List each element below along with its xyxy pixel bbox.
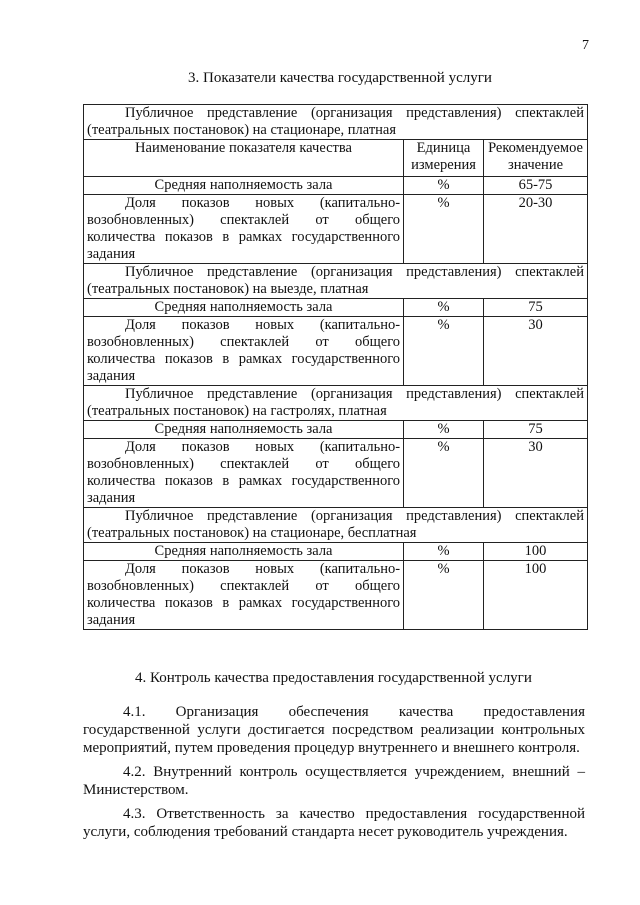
indicator-unit: % <box>404 543 484 561</box>
indicator-name: Доля показов новых (капитально-возобновленных) спектаклей от общего количества показов в рамках государственного задания <box>84 561 404 630</box>
indicator-value: 100 <box>484 543 588 561</box>
section-4-title: 4. Контроль качества предоставления государственной услуги <box>135 670 532 686</box>
indicator-unit: % <box>404 439 484 508</box>
header-indicator-name: Наименование показателя качества <box>84 140 404 177</box>
quality-indicators-table <box>83 104 588 630</box>
header-recommended-value: Рекомендуемое значение <box>484 140 588 177</box>
indicator-name: Средняя наполняемость зала <box>84 543 404 561</box>
indicator-value: 30 <box>484 439 588 508</box>
table-row <box>84 177 588 195</box>
paragraph-4-1: 4.1. Организация обеспечения качества предоставления государственной услуги достигается посредством реализации контрольных мероприятий, путем проведения процедур внутреннего и внешнего контроля. <box>83 704 585 756</box>
indicator-value: 75 <box>484 421 588 439</box>
indicator-unit: % <box>404 299 484 317</box>
table-row <box>84 561 588 630</box>
indicator-value: 20-30 <box>484 195 588 264</box>
group-row <box>84 105 588 140</box>
table-header-row <box>84 140 588 177</box>
indicator-unit: % <box>404 317 484 386</box>
group-row <box>84 386 588 421</box>
page-number: 7 <box>582 38 589 53</box>
group-title: Публичное представление (организация представления) спектаклей (театральных постановок) на стационаре, платная <box>84 105 588 140</box>
indicator-name: Доля показов новых (капитально-возобновленных) спектаклей от общего количества показов в рамках государственного задания <box>84 317 404 386</box>
indicator-unit: % <box>404 421 484 439</box>
indicator-name: Средняя наполняемость зала <box>84 177 404 195</box>
group-title: Публичное представление (организация представления) спектаклей (театральных постановок) на стационаре, бесплатная <box>84 508 588 543</box>
control-paragraphs <box>83 703 585 841</box>
group-row <box>84 264 588 299</box>
group-title: Публичное представление (организация представления) спектаклей (театральных постановок) на гастролях, платная <box>84 386 588 421</box>
group-title: Публичное представление (организация представления) спектаклей (театральных постановок) на выезде, платная <box>84 264 588 299</box>
indicator-value: 100 <box>484 561 588 630</box>
indicator-name: Доля показов новых (капитально-возобновленных) спектаклей от общего количества показов в рамках государственного задания <box>84 439 404 508</box>
indicator-unit: % <box>404 177 484 195</box>
table-row <box>84 421 588 439</box>
header-unit: Единица измерения <box>404 140 484 177</box>
paragraph-4-3: 4.3. Ответственность за качество предоставления государственной услуги, соблюдения требований стандарта несет руководитель учреждения. <box>83 806 585 840</box>
indicator-name: Средняя наполняемость зала <box>84 299 404 317</box>
indicator-name: Доля показов новых (капитально-возобновленных) спектаклей от общего количества показов в рамках государственного задания <box>84 195 404 264</box>
indicator-value: 65-75 <box>484 177 588 195</box>
paragraph-4-2: 4.2. Внутренний контроль осуществляется учреждением, внешний – Министерством. <box>83 764 585 798</box>
indicator-unit: % <box>404 195 484 264</box>
indicator-value: 75 <box>484 299 588 317</box>
section-3-title: 3. Показатели качества государственной услуги <box>188 70 492 86</box>
indicator-unit: % <box>404 561 484 630</box>
group-row <box>84 508 588 543</box>
table-row <box>84 543 588 561</box>
indicator-value: 30 <box>484 317 588 386</box>
table-row <box>84 299 588 317</box>
table-row <box>84 195 588 264</box>
indicator-name: Средняя наполняемость зала <box>84 421 404 439</box>
table-row <box>84 317 588 386</box>
table-row <box>84 439 588 508</box>
